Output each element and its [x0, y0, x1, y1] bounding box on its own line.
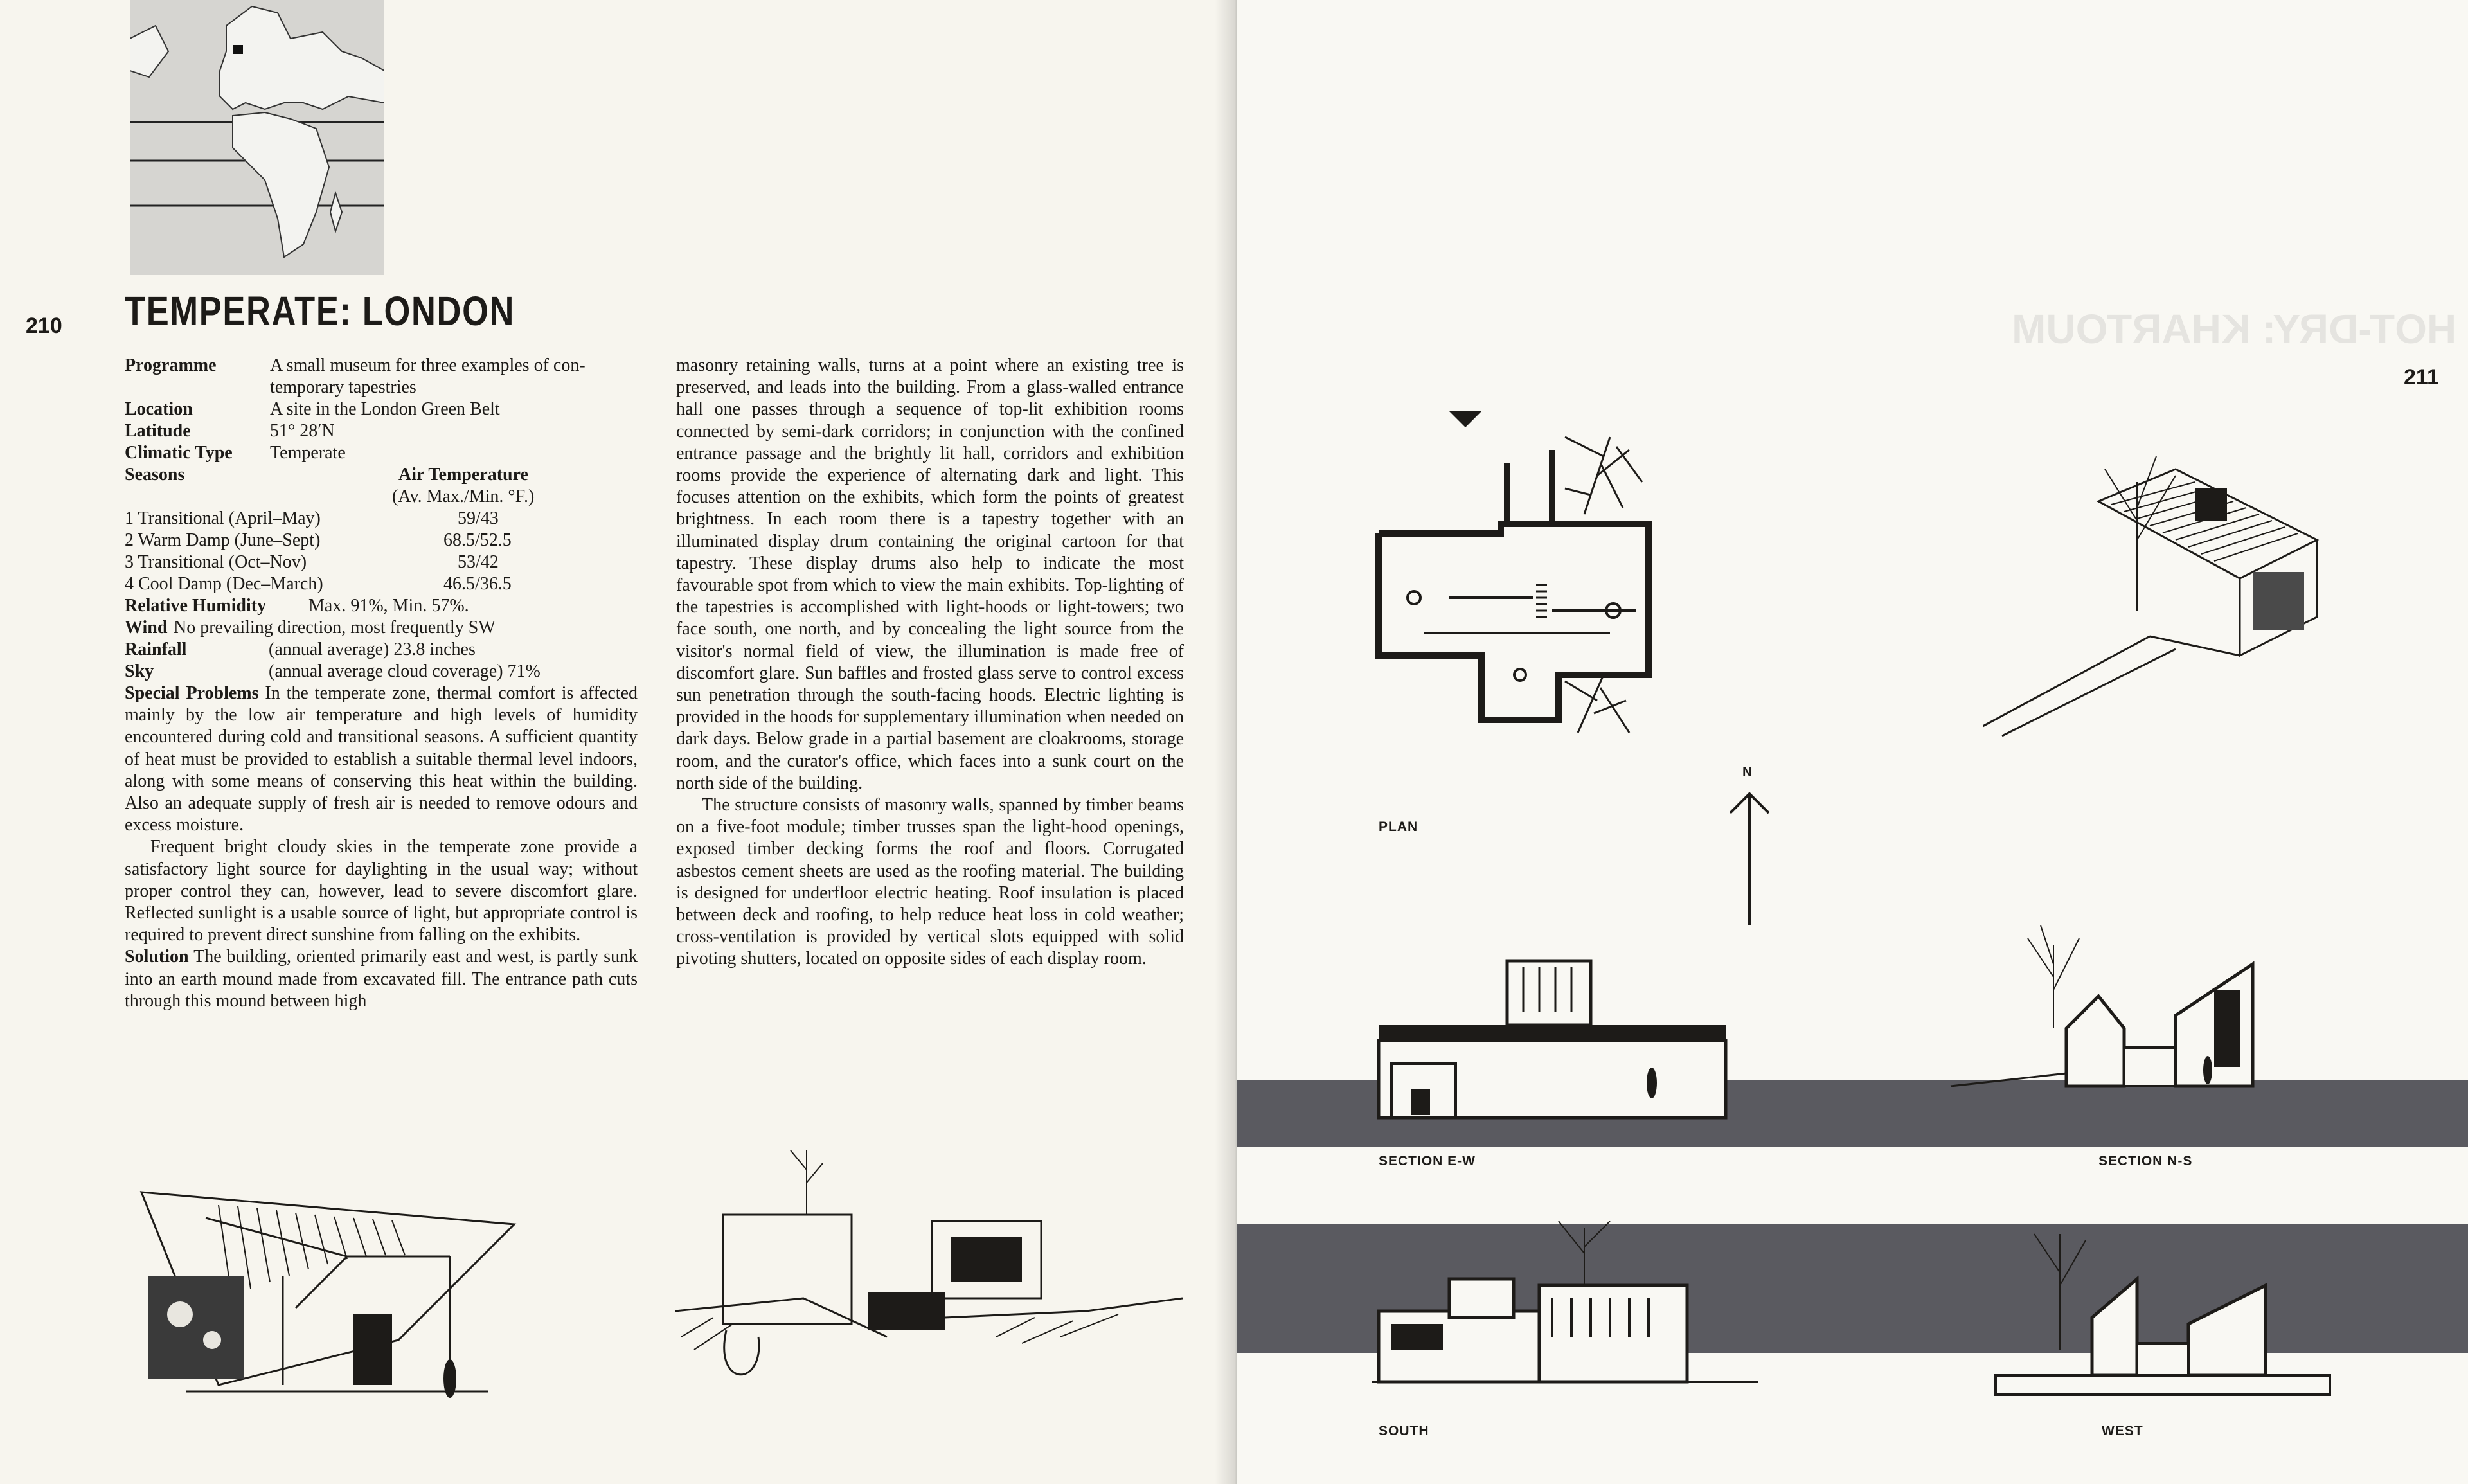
body-column-2 [676, 355, 1184, 970]
rainfall-value: (annual average) 23.8 inches [269, 639, 476, 659]
isometric-drawing [1983, 443, 2381, 739]
sky-value: (annual average cloud coverage) 71% [269, 661, 541, 681]
special-problems-text: In the temperate zone, thermal comfort is affected mainly by the low air temperature and high levels of humidity encountered during cold and transitional seasons. A sufficient quantity of heat must be provided to establish a suitable thermal level indoors, along with some means of conserving this heat within the building. Also an adequate supply of fresh air is needed to remove odours and excess moisture. [125, 683, 638, 836]
wind-value: No prevailing direction, most frequently SW [174, 618, 496, 638]
fact-value: 51° 28′N [270, 421, 335, 441]
fact-label: Latitude [125, 421, 191, 441]
north-label: N [1742, 765, 1753, 780]
section-ew-caption: SECTION E-W [1379, 1154, 1476, 1168]
section-ns-drawing [1931, 919, 2394, 1105]
plan-caption: PLAN [1379, 819, 1418, 834]
south-elevation-drawing [1372, 1221, 1758, 1408]
fact-label: Programme [125, 355, 217, 375]
humidity-label: Relative Humidity [125, 596, 267, 616]
fact-programme [125, 355, 217, 377]
right-page [1237, 0, 2468, 1484]
sky-label: Sky [125, 661, 154, 681]
special-problems-text-2: Frequent bright cloudy skies in the temperate zone provide a satisfactory light source for daylighting in the usual way; without proper control they can, however, lead to severe discomfort glare. Reflected sunlight is a usable source of light, but appropriate control is required to prevent direct sunshine from falling on the exhibits. [125, 837, 638, 945]
season-row: 3 Transitional (Oct–Nov) [125, 552, 307, 572]
fact-label: Location [125, 399, 193, 419]
south-caption: SOUTH [1379, 1424, 1429, 1438]
body-paragraph: The structure consists of masonry walls, spanned by timber beams on a five-foot module; timber trusses span the light-hood openings, exposed timber decking forms the roof and floors. Corrugated asbestos cement sheets are used as the roofing material. The building is designed for underfloor electric heating. Roof insulation is placed between deck and roofing, to help reduce heat loss in cold weather; cross-ventilation is provided by vertical slots equipped with solid pivoting shutters, located on opposite sides of each display room. [676, 795, 1184, 969]
west-caption: WEST [2102, 1424, 2143, 1438]
humidity-value: Max. 91%, Min. 57%. [308, 596, 469, 616]
season-value: 46.5/36.5 [443, 574, 512, 594]
north-arrow-icon [1727, 765, 1772, 925]
wind-label: Wind [125, 618, 168, 638]
season-value: 68.5/52.5 [443, 530, 512, 550]
body-paragraph: masonry retaining walls, turns at a point where an existing tree is preserved, and leads into the building. From a glass-walled entrance hall one passes through a sequence of top-lit exhibition rooms connected by semi-dark corridors; in conjunction with the confined entrance passage and the brightly lit hall, corridors and exhibition rooms provide the experience of alternating dark and light. This focuses attention on the exhibits, which form the points of greatest brightness. In each room there is a tapestry together with an illuminated display drum containing the original cartoon for that tapestry. These display drums also help to indicate the most favourable spot from which to view the main exhibits. Top-lighting of the tapestries is accomplished with light-hoods or light-towers; two face south, one north, and by concealing the light source from the visitor's normal field of view, the illumination is made free of discomfort glare. Sun baffles and frosted glass serve to control excess sun penetration through the south-facing hoods. Electric lighting is provided in the hoods for supplementary illumination when needed on dark days. Below grade in a partial basement are cloakrooms, storage room, and the curator's office, which faces into a sunk court on the north side of the building. [676, 355, 1184, 793]
show-through-text: HOT-DRY: KHARTOUM [2012, 306, 2457, 352]
season-row: 4 Cool Damp (Dec–March) [125, 574, 323, 594]
exterior-perspective-drawing [675, 1144, 1183, 1388]
air-temperature-header: Air Temperature [398, 465, 528, 485]
special-problems-label: Special Problems [125, 683, 259, 703]
floor-plan-drawing [1372, 398, 1732, 758]
season-row: 1 Transitional (April–May) [125, 508, 321, 528]
rainfall-label: Rainfall [125, 639, 187, 659]
air-temperature-units: (Av. Max./Min. °F.) [392, 487, 535, 506]
fact-label: Climatic Type [125, 443, 233, 463]
solution-text: The building, oriented primarily east and west, is partly sunk into an earth mound made from excavated fill. The entrance path cuts through this mound between high [125, 947, 638, 1011]
fact-value: A site in the London Green Belt [270, 399, 500, 419]
fact-value: temporary tapestries [270, 377, 416, 397]
season-value: 59/43 [458, 508, 499, 528]
page-title: TEMPERATE: LONDON [125, 288, 515, 334]
fact-label: Seasons [125, 465, 185, 485]
interior-perspective-drawing [129, 1179, 527, 1411]
west-elevation-drawing [1931, 1221, 2394, 1414]
solution-label: Solution [125, 947, 189, 967]
section-ns-caption: SECTION N-S [2098, 1154, 2193, 1168]
page-number-left: 210 [26, 314, 62, 338]
special-problems-block [125, 683, 638, 1012]
world-map-image [130, 0, 384, 275]
page-number-right: 211 [2404, 365, 2439, 389]
season-value: 53/42 [458, 552, 499, 572]
section-ew-drawing [1372, 954, 1732, 1134]
fact-value: A small museum for three examples of con- [270, 355, 586, 375]
season-row: 2 Warm Damp (June–Sept) [125, 530, 321, 550]
fact-value: Temperate [270, 443, 346, 463]
